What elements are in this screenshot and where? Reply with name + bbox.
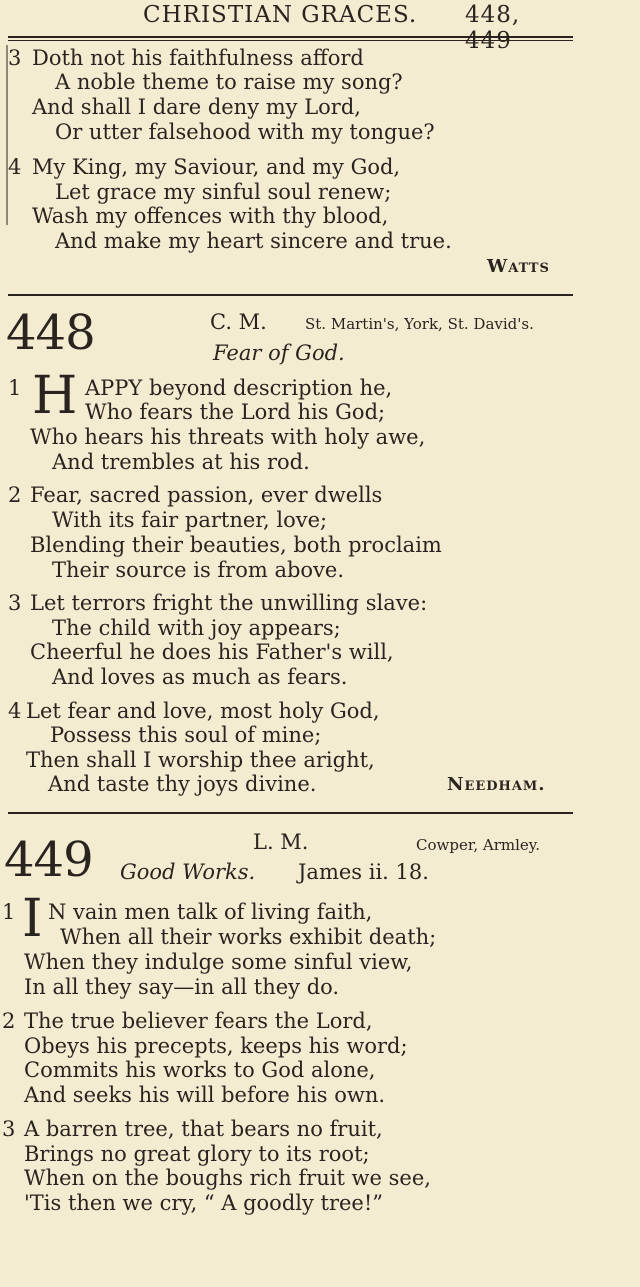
verse-line: Fear, sacred passion, ever dwells [30, 483, 383, 507]
verse-line: And loves as much as fears. [52, 665, 348, 689]
hymn-divider [8, 812, 573, 814]
verse-number: 1 [8, 376, 22, 400]
verse-line: Brings no great glory to its root; [24, 1142, 370, 1166]
author-attribution: Needham. [447, 774, 546, 795]
verse-line: When on the boughs rich fruit we see, [24, 1166, 431, 1190]
verse-line: When all their works exhibit death; [60, 925, 437, 949]
hymn-scripture: James ii. 18. [298, 860, 429, 884]
verse-line: Possess this soul of mine; [50, 723, 322, 747]
verse-line: APPY beyond description he, [85, 376, 393, 400]
verse-line: Who hears his threats with holy awe, [30, 425, 426, 449]
verse-line: When they indulge some sinful view, [24, 950, 413, 974]
verse-number: 3 [8, 591, 22, 615]
hymn-divider [8, 294, 573, 296]
verse-line: A noble theme to raise my song? [55, 70, 403, 94]
verse-line: Obeys his precepts, keeps his word; [24, 1034, 408, 1058]
verse-line: Let fear and love, most holy God, [26, 699, 380, 723]
hymn-number: 448 [6, 305, 95, 361]
verse-number: 3 [8, 46, 22, 70]
verse-number: 3 [2, 1117, 16, 1141]
verse-line: And shall I dare deny my Lord, [32, 95, 361, 119]
verse-line: In all they say—in all they do. [24, 975, 340, 999]
drop-cap: H [32, 366, 78, 426]
verse-line: The true believer fears the Lord, [24, 1009, 373, 1033]
margin-mark [6, 45, 8, 225]
verse-line: With its fair partner, love; [52, 508, 328, 532]
verse-line: My King, my Saviour, and my God, [32, 155, 401, 179]
hymn-subject: Good Works. [120, 860, 256, 884]
verse-line: The child with joy appears; [52, 616, 341, 640]
verse-number: 4 [8, 699, 22, 723]
verse-line: Doth not his faithfulness afford [32, 46, 364, 70]
verse-number: 2 [8, 483, 22, 507]
hymn-tunes: St. Martin's, York, St. David's. [305, 315, 534, 333]
author-attribution: Watts [487, 256, 550, 277]
verse-line: And seeks his will before his own. [24, 1083, 386, 1107]
hymn-number: 449 [4, 832, 93, 888]
hymn-tunes: Cowper, Armley. [416, 836, 541, 854]
drop-cap: I [22, 889, 43, 949]
verse-number: 1 [2, 900, 16, 924]
running-head-page-numbers: 448, 449 [465, 2, 521, 54]
verse-line: N vain men talk of living faith, [48, 900, 373, 924]
verse-line: Then shall I worship thee aright, [26, 748, 375, 772]
verse-line: 'Tis then we cry, “ A goodly tree!” [24, 1191, 384, 1215]
verse-line: Or utter falsehood with my tongue? [55, 120, 435, 144]
verse-line: Cheerful he does his Father's will, [30, 640, 394, 664]
verse-line: And taste thy joys divine. [48, 772, 317, 796]
verse-line: And make my heart sincere and true. [55, 229, 452, 253]
verse-number: 4 [8, 155, 22, 179]
hymn-meter: L. M. [253, 830, 309, 854]
verse-line: Let grace my sinful soul renew; [55, 180, 392, 204]
verse-number: 2 [2, 1009, 16, 1033]
verse-line: Wash my offences with thy blood, [32, 204, 389, 228]
verse-line: Commits his works to God alone, [24, 1058, 376, 1082]
verse-line: Their source is from above. [52, 558, 345, 582]
header-rule-thin [8, 40, 573, 41]
hymn-meter: C. M. [210, 310, 267, 334]
verse-line: And trembles at his rod. [52, 450, 310, 474]
verse-line: Blending their beauties, both proclaim [30, 533, 442, 557]
verse-line: A barren tree, that bears no fruit, [24, 1117, 383, 1141]
running-head-title: CHRISTIAN GRACES. [143, 2, 418, 28]
verse-line: Let terrors fright the unwilling slave: [30, 591, 428, 615]
hymn-subject: Fear of God. [213, 341, 345, 365]
verse-line: Who fears the Lord his God; [85, 400, 386, 424]
header-rule [8, 36, 573, 38]
running-head [0, 2, 575, 54]
